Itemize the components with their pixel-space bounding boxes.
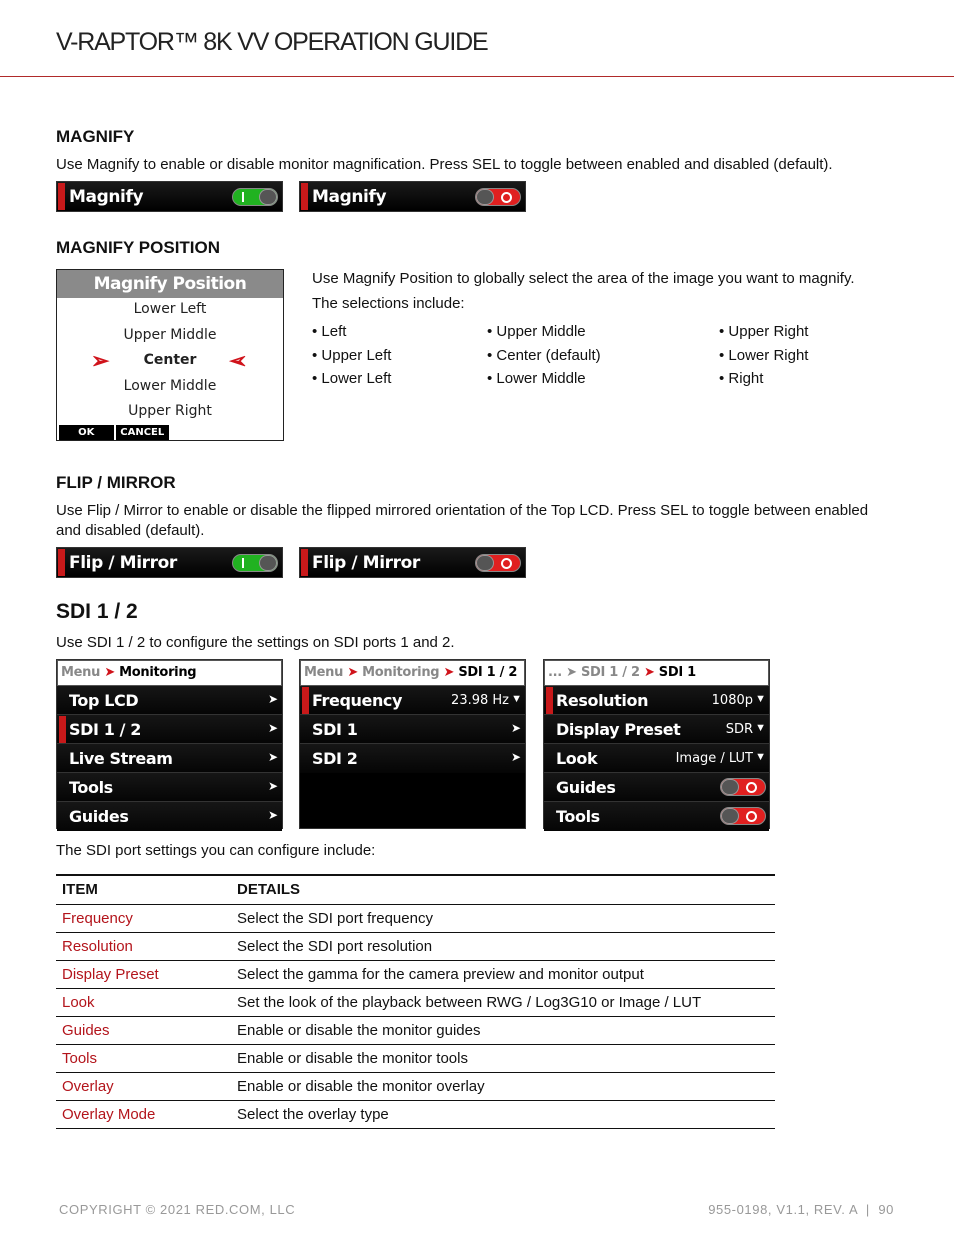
magnify-off-bar[interactable] xyxy=(299,181,526,212)
menu-item-label: SDI 1 xyxy=(312,720,358,739)
magnify-on-bar[interactable] xyxy=(56,181,283,212)
dropdown-arrow-icon: ▼ xyxy=(755,693,766,705)
details-cell: Select the SDI port frequency xyxy=(231,904,775,932)
flip-mirror-off-label: Flip / Mirror xyxy=(312,553,420,573)
menu-item-display-preset[interactable] xyxy=(544,715,769,744)
chevron-right-icon: ➤ xyxy=(267,779,278,793)
menu-item-frequency[interactable] xyxy=(300,686,525,715)
sdi-settings-table xyxy=(56,874,775,1129)
menu-item-guides[interactable] xyxy=(57,802,282,831)
menu-item-sdi-1-2[interactable] xyxy=(57,715,282,744)
footer-page-number: 955-0198, V1.1, REV. A | 90 xyxy=(708,1202,894,1217)
chevron-right-icon: ➤ xyxy=(267,692,278,706)
option-center-selected[interactable]: Center xyxy=(143,352,197,368)
menu-item-label: Tools xyxy=(556,807,600,826)
column-header-item: ITEM xyxy=(56,875,231,904)
breadcrumb-item[interactable]: SDI 1 / 2 xyxy=(580,665,640,680)
magnify-position-dialog xyxy=(56,269,284,441)
menu-item-label: Tools xyxy=(69,778,113,797)
menu-item-top-lcd[interactable] xyxy=(57,686,282,715)
chevron-right-icon: ➤ xyxy=(510,721,521,735)
item-cell: Frequency xyxy=(56,904,231,932)
list-item: • Center (default) xyxy=(487,346,601,364)
table-row xyxy=(56,1016,775,1044)
menu-item-label: Look xyxy=(556,749,598,768)
breadcrumb-item[interactable]: Menu xyxy=(61,665,101,680)
table-row xyxy=(56,1100,775,1128)
details-cell: Set the look of the playback between RWG / Log3G10 or Image / LUT xyxy=(231,988,775,1016)
menu-item-guides[interactable] xyxy=(544,773,769,802)
breadcrumb-current: SDI 1 xyxy=(658,665,696,680)
menu-item-label: Display Preset xyxy=(556,720,681,739)
breadcrumb-chevron-icon: ➤ xyxy=(104,665,115,680)
menu-item-live-stream[interactable] xyxy=(57,744,282,773)
dropdown-arrow-icon: ▼ xyxy=(755,751,766,763)
list-item: • Lower Middle xyxy=(487,370,586,387)
breadcrumb-chevron-icon: ➤ xyxy=(566,665,577,680)
breadcrumb-current: Monitoring xyxy=(119,665,197,680)
selection-arrow-right-icon: ➢ xyxy=(91,348,110,373)
selection-marker xyxy=(58,549,65,576)
list-item: • Right xyxy=(719,370,764,387)
menu-item-label: Guides xyxy=(69,807,129,826)
footer-copyright: COPYRIGHT © 2021 RED.COM, LLC xyxy=(59,1202,296,1217)
item-cell: Look xyxy=(56,988,231,1016)
menu-item-label: Frequency xyxy=(312,691,403,710)
selection-arrow-left-icon: ➢ xyxy=(229,348,248,373)
menu-item-look[interactable] xyxy=(544,744,769,773)
toggle-on-icon[interactable] xyxy=(232,554,278,572)
menu-item-value: 1080p xyxy=(711,693,753,708)
details-cell: Enable or disable the monitor tools xyxy=(231,1044,775,1072)
option-upper-right[interactable]: Upper Right xyxy=(128,403,212,419)
option-upper-middle[interactable]: Upper Middle xyxy=(123,327,217,343)
breadcrumb-chevron-icon: ➤ xyxy=(443,665,455,680)
breadcrumb-current: SDI 1 / 2 xyxy=(458,665,518,680)
menu-item-label: SDI 2 xyxy=(312,749,358,768)
menu-item-value: SDR xyxy=(725,722,753,737)
item-cell: Guides xyxy=(56,1016,231,1044)
menu-item-resolution[interactable] xyxy=(544,686,769,715)
sdi-description: Use SDI 1 / 2 to configure the settings on SDI ports 1 and 2. xyxy=(56,634,455,651)
breadcrumb xyxy=(57,660,282,686)
breadcrumb-ellipsis[interactable]: ... xyxy=(548,665,562,680)
selection-marker xyxy=(58,183,65,210)
selection-list-col2 xyxy=(487,320,601,391)
list-item: • Upper Right xyxy=(719,323,809,340)
table-row xyxy=(56,960,775,988)
menu-item-sdi-1[interactable] xyxy=(300,715,525,744)
chevron-right-icon: ➤ xyxy=(510,750,521,764)
chevron-right-icon: ➤ xyxy=(267,750,278,764)
magnify-position-heading: MAGNIFY POSITION xyxy=(56,238,221,257)
selections-intro: The selections include: xyxy=(312,295,465,312)
selection-marker xyxy=(301,549,308,576)
option-lower-left[interactable]: Lower Left xyxy=(133,301,207,317)
selection-marker xyxy=(302,687,309,714)
list-item: • Lower Left xyxy=(312,370,392,387)
chevron-right-icon: ➤ xyxy=(267,721,278,735)
page-header-title: V-RAPTOR™ 8K VV OPERATION GUIDE xyxy=(56,28,488,56)
magnify-on-label: Magnify xyxy=(69,187,144,207)
ok-button[interactable]: OK xyxy=(59,425,114,440)
item-cell: Display Preset xyxy=(56,960,231,988)
details-cell: Enable or disable the monitor guides xyxy=(231,1016,775,1044)
details-cell: Select the SDI port resolution xyxy=(231,932,775,960)
table-row xyxy=(56,932,775,960)
details-cell: Select the gamma for the camera preview and monitor output xyxy=(231,960,775,988)
selection-marker xyxy=(301,183,308,210)
menu-item-tools[interactable] xyxy=(57,773,282,802)
menu-item-label: Resolution xyxy=(556,691,649,710)
table-row xyxy=(56,1072,775,1100)
flip-mirror-heading: FLIP / MIRROR xyxy=(56,473,176,492)
sdi-1-2-menu xyxy=(299,659,526,829)
flip-mirror-description: Use Flip / Mirror to enable or disable the flipped mirrored orientation of the Top LCD. Press SEL to toggle between enabled and disabled (default). xyxy=(56,502,869,539)
menu-item-label: Guides xyxy=(556,778,616,797)
selection-list-col1 xyxy=(312,320,391,391)
dropdown-arrow-icon: ▼ xyxy=(755,722,766,734)
item-cell: Overlay Mode xyxy=(56,1100,231,1128)
table-row xyxy=(56,988,775,1016)
details-cell: Enable or disable the monitor overlay xyxy=(231,1072,775,1100)
item-cell: Resolution xyxy=(56,932,231,960)
dropdown-arrow-icon: ▼ xyxy=(511,693,522,705)
breadcrumb xyxy=(544,660,769,686)
item-cell: Overlay xyxy=(56,1072,231,1100)
flip-mirror-off-bar[interactable] xyxy=(299,547,526,578)
menu-item-value: 23.98 Hz xyxy=(451,693,509,708)
menu-item-label: Top LCD xyxy=(69,691,139,710)
menu-item-sdi-2[interactable] xyxy=(300,744,525,773)
toggle-on-icon[interactable] xyxy=(232,188,278,206)
selection-marker xyxy=(59,716,66,743)
cancel-button[interactable]: CANCEL xyxy=(116,425,170,440)
menu-item-tools[interactable] xyxy=(544,802,769,831)
toggle-off-icon[interactable] xyxy=(475,188,521,206)
menu-item-label: SDI 1 / 2 xyxy=(69,720,141,739)
magnify-description: Use Magnify to enable or disable monitor magnification. Press SEL to toggle between enabled and disabled (default). xyxy=(56,156,833,173)
magnify-off-label: Magnify xyxy=(312,187,387,207)
magnify-position-description: Use Magnify Position to globally select the area of the image you want to magnify. xyxy=(312,270,855,287)
column-header-details: DETAILS xyxy=(231,875,775,904)
selection-list-col3 xyxy=(719,320,808,391)
breadcrumb-chevron-icon: ➤ xyxy=(643,665,655,680)
list-item: • Upper Left xyxy=(312,346,392,364)
monitoring-menu xyxy=(56,659,283,829)
table-row xyxy=(56,904,775,932)
item-cell: Tools xyxy=(56,1044,231,1072)
toggle-off-icon[interactable] xyxy=(475,554,521,572)
header-divider xyxy=(0,76,954,77)
breadcrumb-chevron-icon: ➤ xyxy=(347,665,358,680)
chevron-right-icon: ➤ xyxy=(267,808,278,822)
option-lower-middle[interactable]: Lower Middle xyxy=(123,378,217,394)
table-header-row xyxy=(56,875,775,904)
toggle-off-icon[interactable] xyxy=(720,778,766,796)
sdi-heading: SDI 1 / 2 xyxy=(56,600,138,623)
breadcrumb xyxy=(300,660,525,686)
breadcrumb-item[interactable]: Menu xyxy=(304,665,344,680)
menu-item-value: Image / LUT xyxy=(675,751,753,766)
sdi-1-menu xyxy=(543,659,770,829)
list-item: • Upper Middle xyxy=(487,323,586,340)
dialog-title: Magnify Position xyxy=(57,270,283,298)
selection-marker xyxy=(546,687,553,714)
list-item: • Lower Right xyxy=(719,346,809,364)
magnify-heading: MAGNIFY xyxy=(56,127,135,146)
flip-mirror-on-bar[interactable] xyxy=(56,547,283,578)
table-row xyxy=(56,1044,775,1072)
list-item: • Left xyxy=(312,323,347,340)
flip-mirror-on-label: Flip / Mirror xyxy=(69,553,177,573)
menu-item-label: Live Stream xyxy=(69,749,173,768)
details-cell: Select the overlay type xyxy=(231,1100,775,1128)
sdi-settings-intro: The SDI port settings you can configure include: xyxy=(56,842,376,859)
breadcrumb-item[interactable]: Monitoring xyxy=(362,665,440,680)
toggle-off-icon[interactable] xyxy=(720,807,766,825)
